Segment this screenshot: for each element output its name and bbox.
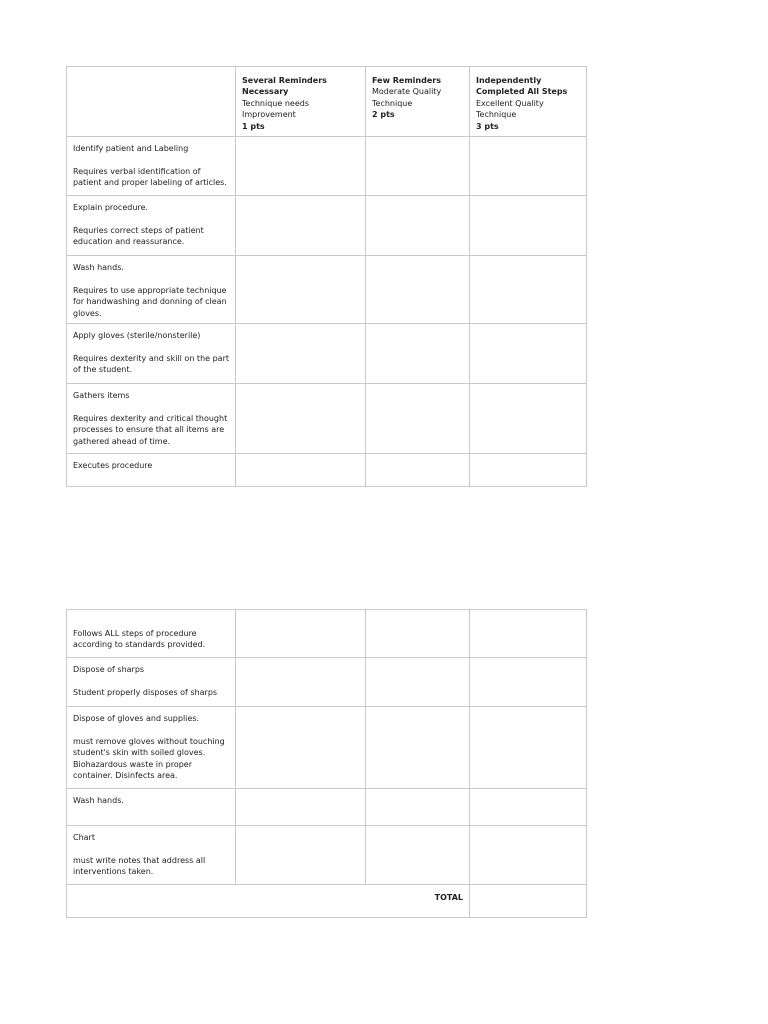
criterion-row — [67, 454, 587, 487]
criterion-title: Explain procedure. — [73, 203, 148, 213]
criterion-title: Dispose of gloves and supplies. — [73, 714, 200, 723]
criterion-cell — [67, 384, 236, 454]
score-cell-3[interactable] — [470, 196, 587, 256]
score-cell-3[interactable] — [470, 610, 587, 658]
criterion-title: Apply gloves (sterile/nonsterile) — [73, 331, 201, 341]
criterion-description: Requires dexterity and critical thought processes to ensure that all items are gathered ahead of time. — [73, 413, 228, 446]
criterion-title: Dispose of sharps — [73, 665, 145, 674]
criterion-cell — [67, 707, 236, 789]
score-cell-2[interactable] — [366, 324, 470, 384]
score-cell-2[interactable] — [366, 610, 470, 658]
criterion-cell — [67, 324, 236, 384]
score-cell-2[interactable] — [366, 826, 470, 885]
rating-2-title: Few Reminders — [372, 76, 441, 85]
criterion-title: Wash hands. — [73, 263, 124, 273]
criterion-description: Requires dexterity and skill on the part of the student. — [73, 353, 230, 375]
criterion-cell — [67, 256, 236, 324]
score-cell-1[interactable] — [236, 707, 366, 789]
criterion-row — [67, 137, 587, 196]
criterion-row — [67, 826, 587, 885]
score-cell-1[interactable] — [236, 324, 366, 384]
criterion-title: Wash hands. — [73, 796, 124, 805]
score-cell-3[interactable] — [470, 658, 587, 707]
rating-2-description: Moderate Quality Technique — [372, 87, 442, 108]
criterion-row — [67, 610, 587, 658]
criterion-description: Student properly disposes of sharps — [73, 687, 218, 697]
rubric-table-page-2 — [66, 609, 587, 918]
criterion-description: Requires to use appropriate technique for handwashing and donning of clean gloves. — [73, 285, 227, 318]
score-cell-3[interactable] — [470, 137, 587, 196]
criterion-row — [67, 256, 587, 324]
score-cell-3[interactable] — [470, 789, 587, 826]
total-label: TOTAL — [67, 885, 470, 918]
score-cell-1[interactable] — [236, 826, 366, 885]
criterion-cell — [67, 196, 236, 256]
score-cell-2[interactable] — [366, 658, 470, 707]
criterion-row — [67, 789, 587, 826]
score-cell-3[interactable] — [470, 256, 587, 324]
criterion-row — [67, 707, 587, 789]
criterion-cell — [67, 137, 236, 196]
score-cell-1[interactable] — [236, 256, 366, 324]
criterion-cell — [67, 610, 236, 658]
score-cell-1[interactable] — [236, 610, 366, 658]
score-cell-3[interactable] — [470, 454, 587, 487]
rating-2-header — [366, 67, 470, 137]
score-cell-1[interactable] — [236, 454, 366, 487]
rating-3-header — [470, 67, 587, 137]
criterion-description: must write notes that address all interventions taken. — [73, 855, 206, 877]
rating-1-title: Several Reminders Necessary — [242, 76, 327, 97]
score-cell-3[interactable] — [470, 324, 587, 384]
rating-1-description: Technique needs Improvement — [242, 98, 309, 120]
score-cell-2[interactable] — [366, 789, 470, 826]
rating-header-row — [67, 67, 587, 137]
score-cell-3[interactable] — [470, 826, 587, 885]
criterion-cell — [67, 454, 236, 487]
score-cell-3[interactable] — [470, 707, 587, 789]
score-cell-1[interactable] — [236, 658, 366, 707]
criterion-row — [67, 324, 587, 384]
score-cell-1[interactable] — [236, 196, 366, 256]
score-cell-3[interactable] — [470, 384, 587, 454]
score-cell-2[interactable] — [366, 256, 470, 324]
rating-2-points: 2 pts — [372, 110, 395, 120]
criterion-description: Requries correct steps of patient education and reassurance. — [73, 225, 204, 247]
score-cell-1[interactable] — [236, 789, 366, 826]
criterion-row — [67, 384, 587, 454]
criterion-row — [67, 196, 587, 256]
score-cell-2[interactable] — [366, 384, 470, 454]
criterion-cell — [67, 826, 236, 885]
score-cell-2[interactable] — [366, 196, 470, 256]
criterion-title: Chart — [73, 833, 95, 842]
score-cell-1[interactable] — [236, 384, 366, 454]
criterion-description: Follows ALL steps of procedure according to standards provided. — [73, 629, 206, 650]
rating-1-header — [236, 67, 366, 137]
criterion-description: must remove gloves without touching student's skin with soiled gloves. Biohazardous waste in proper container. Disinfects area. — [73, 736, 225, 781]
total-score-cell[interactable] — [470, 885, 587, 918]
criterion-title: Identify patient and Labeling — [73, 144, 189, 154]
criterion-title: Gathers items — [73, 391, 130, 401]
score-cell-2[interactable] — [366, 707, 470, 789]
rating-3-title: Independently Completed All Steps — [476, 76, 568, 97]
rubric-table-page-1 — [66, 66, 587, 487]
criterion-description: Requires verbal identification of patient and proper labeling of articles. — [73, 166, 227, 188]
rating-3-points: 3 pts — [476, 121, 499, 131]
rating-3-description: Excellent Quality Technique — [476, 98, 544, 120]
criterion-cell — [67, 789, 236, 826]
score-cell-1[interactable] — [236, 137, 366, 196]
score-cell-2[interactable] — [366, 454, 470, 487]
rating-1-points: 1 pts — [242, 121, 265, 131]
criterion-title: Executes procedure — [73, 461, 153, 471]
criterion-row — [67, 658, 587, 707]
header-empty-cell — [67, 67, 236, 137]
criterion-cell — [67, 658, 236, 707]
total-row — [67, 885, 587, 918]
score-cell-2[interactable] — [366, 137, 470, 196]
